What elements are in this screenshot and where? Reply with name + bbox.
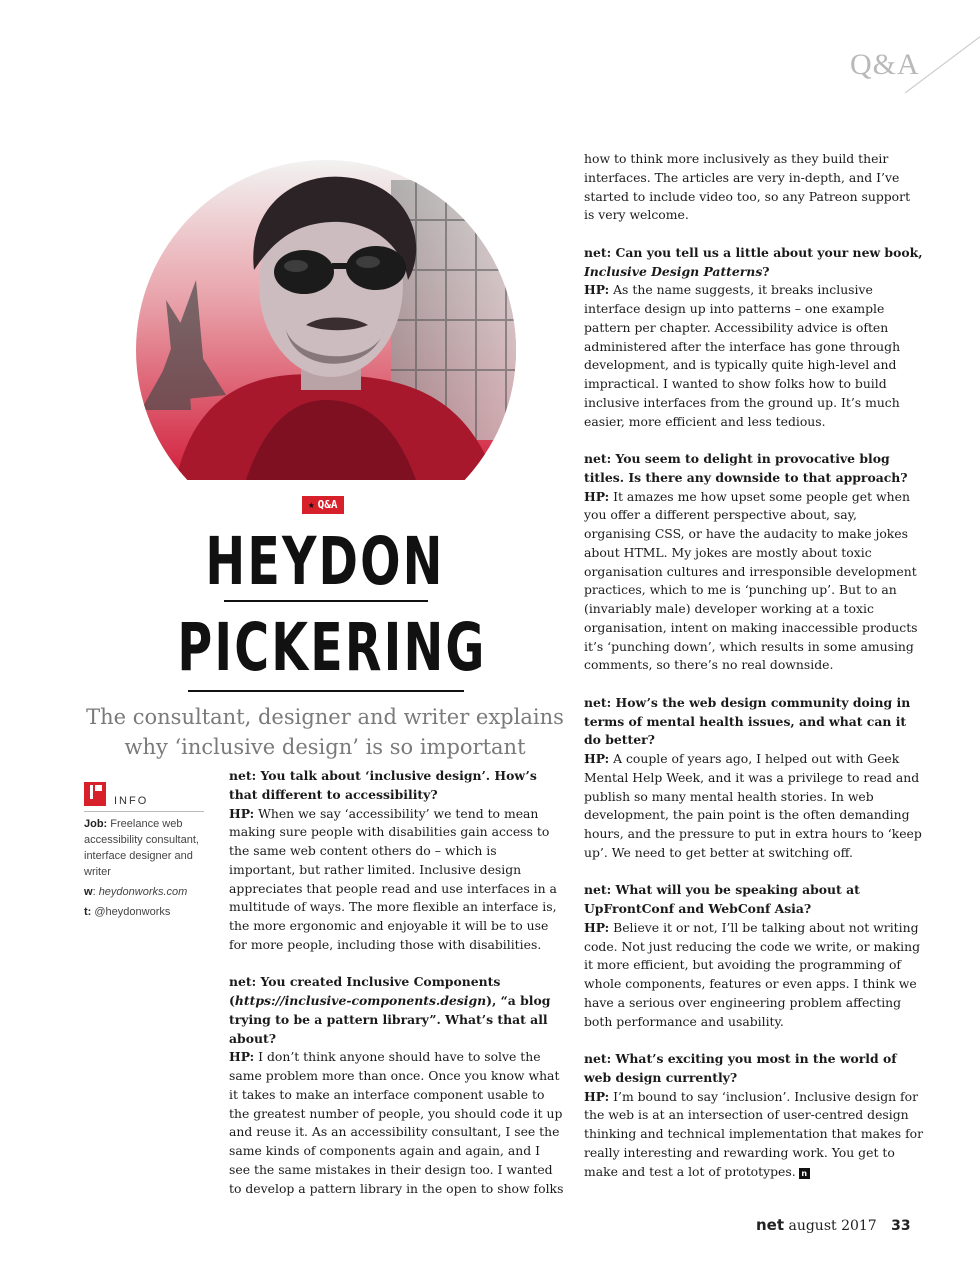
info-website: w: heydonworks.com	[84, 886, 188, 898]
issue-date: august 2017	[788, 1218, 877, 1234]
article-column-1	[229, 767, 564, 1217]
question: net: How’s the web design community doing in terms of mental health issues, and what can it do better?	[584, 694, 911, 748]
standfirst-line-1: The consultant, designer and writer explains	[86, 705, 564, 729]
standfirst-line-2: why ‘inclusive design’ is so important	[124, 735, 526, 759]
answer-label: HP:	[584, 751, 610, 766]
standfirst	[80, 702, 570, 762]
qa-block	[584, 694, 924, 863]
portrait-photo	[136, 160, 516, 480]
qa-block	[229, 973, 564, 1198]
answer: It amazes me how upset some people get when you offer a different perspective about, say, organising CSS, or have the audacity to make jokes about HTML. My jokes are mostly about toxic organisation cultures and irresponsible development practices, which to me is ‘punching up’. But to an (invariably male) developer working at a toxic organisation, intent on making inaccessible products it’s ‘punching down’, which results in some amusing comments, so there’s no real downside.	[584, 488, 918, 673]
answer-label: HP:	[229, 1049, 255, 1065]
answer-label: HP:	[584, 1088, 610, 1104]
badge-label: Q&A	[317, 498, 338, 511]
answer: I don’t think anyone should have to solve the same problem more than once. Once you know what it takes to make an interface component usable to the greatest number of people, you should code it up and reuse it. As an accessibility consultant, I see the same kinds of components again and again, and I see the same mistakes in their design too. I wanted to develop a pattern library in the open to show folks	[229, 1049, 564, 1196]
info-panel	[84, 816, 210, 924]
answer: I’m bound to say ‘inclusion’. Inclusive design for the web is at an intersection of user-centred design thinking and technical implementation that makes for really interesting and rewarding work. You get to make and test a lot of prototypes.	[584, 1088, 924, 1179]
answer-label: HP:	[584, 282, 610, 298]
question: net: What will you be speaking about at UpFrontConf and WebConf Asia?	[584, 882, 860, 916]
blog-link[interactable]: https://inclusive-components.design	[234, 993, 487, 1008]
website-link[interactable]: heydonworks.com	[98, 886, 188, 898]
qa-block	[584, 881, 924, 1031]
qa-badge	[302, 496, 344, 514]
info-job: Job: Freelance web accessibility consultant, interface designer and writer	[84, 818, 199, 878]
qa-block	[584, 450, 924, 675]
page-footer	[756, 1216, 911, 1234]
question: net: What’s exciting you most in the world of web design currently?	[584, 1051, 897, 1085]
title-rule-top	[224, 600, 428, 602]
article-column-2	[584, 150, 924, 1200]
info-book-icon	[84, 782, 106, 806]
info-divider	[84, 811, 204, 812]
corner-rule	[900, 28, 980, 98]
section-label: Q&A	[850, 48, 920, 81]
answer-label: HP:	[584, 488, 610, 504]
answer: A couple of years ago, I helped out with Geek Mental Help Week, and it was a privilege to read and publish so many mental health stories. In web development, the pain point is the often demanding hours, and the pressure to put in extra hours to ‘keep up’. We need to get better at switching off.	[584, 751, 922, 860]
info-title: INFO	[114, 795, 149, 807]
star-icon: ★	[308, 498, 315, 511]
answer: As the name suggests, it breaks inclusive interface design up into patterns – one example pattern per chapter. Accessibility advice is often administered after the interface has gone through development, and is typically quite high-level and impractical. I wanted to show folks how to build inclusive interfaces from the ground up. It’s much easier, more efficient and less tedious.	[584, 282, 901, 429]
question: net: You created Inclusive Components (https://inclusive-components.design), “a blog trying to be a pattern library”. What’s that all about?	[229, 974, 551, 1046]
question: net: You talk about ‘inclusive design’. How’s that different to accessibility?	[229, 768, 537, 802]
magazine-brand: net	[756, 1216, 785, 1234]
answer-label: HP:	[229, 805, 255, 821]
title-last-name: PICKERING	[177, 609, 487, 686]
qa-block	[584, 244, 924, 432]
info-twitter: t: @heydonworks	[84, 906, 171, 918]
title-rule-bottom	[188, 690, 464, 692]
page-number: 33	[891, 1218, 911, 1234]
title-first-name: HEYDON	[205, 523, 445, 600]
answer-label: HP:	[584, 919, 610, 935]
answer: When we say ‘accessibility’ we tend to mean making sure people with disabilities gain access to the same web content others do – which is important, but rather limited. Inclusive design appreciates that people read and use interfaces in a multitude of ways. The more flexible an interface is, the more ergonomic and enjoyable it will be to use for more people, including those with disabilities.	[229, 805, 557, 952]
answer: Believe it or not, I’ll be talking about not writing code. Not just reducing the code we write, or making it more efficient, but avoiding the programming of whole components, features or even apps. I think we have a serious over engineering problem affecting both performance and usability.	[584, 919, 921, 1029]
end-mark-icon: n	[799, 1168, 810, 1179]
qa-block	[584, 1050, 924, 1181]
question: net: Can you tell us a little about your new book, Inclusive Design Patterns?	[584, 244, 923, 279]
qa-block	[229, 767, 564, 955]
twitter-handle[interactable]: @heydonworks	[94, 906, 171, 918]
continued-answer: how to think more inclusively as they build their interfaces. The articles are very in-depth, and I’ve started to include video too, so any Patreon support is very welcome.	[584, 151, 911, 223]
question: net: You seem to delight in provocative blog titles. Is there any downside to that approach?	[584, 451, 908, 485]
